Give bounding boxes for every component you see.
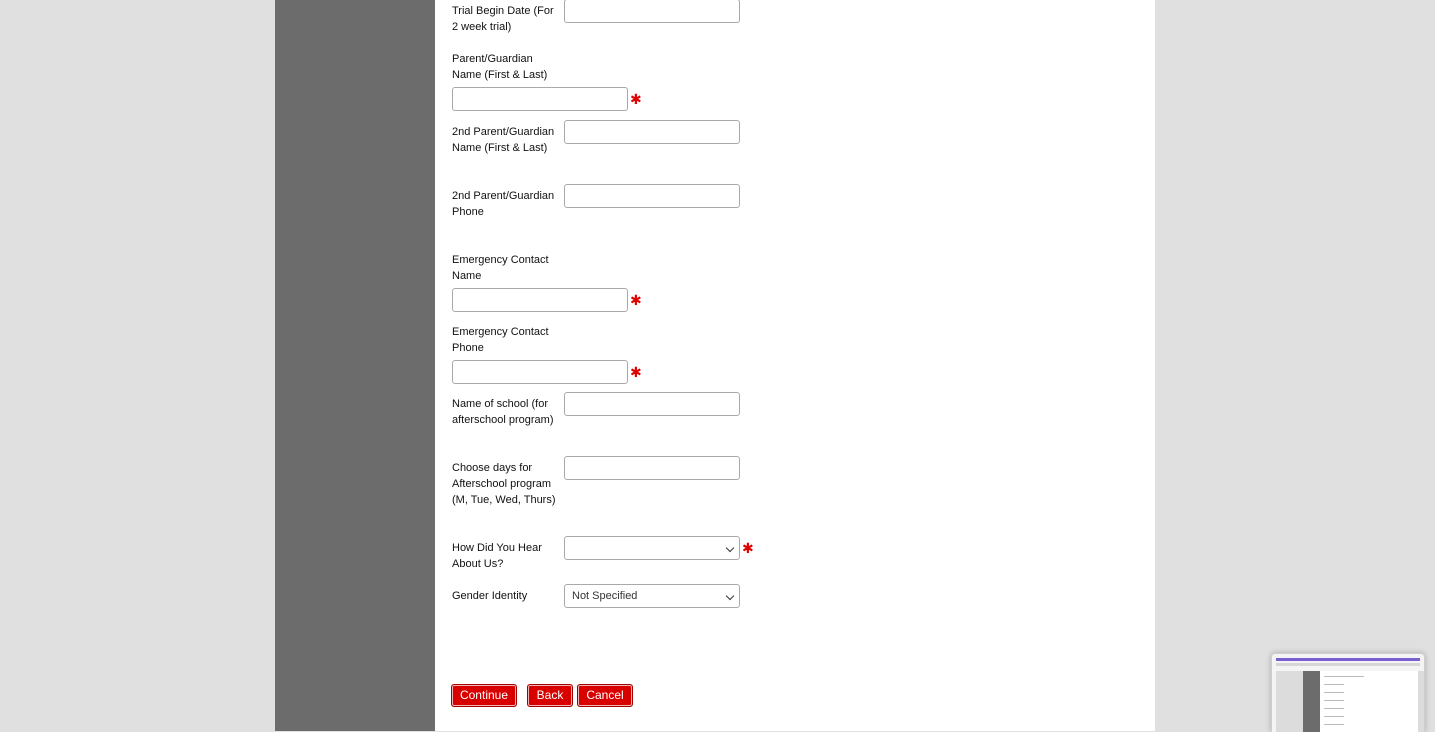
- back-button[interactable]: Back: [527, 684, 573, 707]
- emergency-contact-phone-label: Emergency Contact Phone: [452, 326, 549, 354]
- emergency-contact-phone-input[interactable]: [452, 360, 628, 384]
- trial-begin-date-input[interactable]: [564, 0, 740, 23]
- school-name-input[interactable]: [564, 392, 740, 416]
- required-icon: ✱: [630, 292, 642, 308]
- required-icon: ✱: [742, 540, 754, 556]
- second-parent-guardian-name-input[interactable]: [564, 120, 740, 144]
- afterschool-days-input[interactable]: [564, 456, 740, 480]
- continue-button[interactable]: Continue: [451, 684, 517, 707]
- required-icon: ✱: [630, 91, 642, 107]
- screenshot-thumbnail[interactable]: [1271, 653, 1425, 732]
- second-parent-guardian-phone-input[interactable]: [564, 184, 740, 208]
- how-did-you-hear-select[interactable]: [564, 536, 740, 560]
- chevron-down-icon: [726, 544, 734, 552]
- required-icon: ✱: [630, 364, 642, 380]
- emergency-contact-name-input[interactable]: [452, 288, 628, 312]
- afterschool-days-label: Choose days for Afterschool program (M, Tue, Wed, Thurs): [452, 462, 556, 506]
- second-parent-guardian-phone-label: 2nd Parent/Guardian Phone: [452, 190, 555, 218]
- emergency-contact-name-label: Emergency Contact Name: [452, 254, 549, 282]
- second-parent-guardian-name-label: 2nd Parent/Guardian Name (First & Last): [452, 126, 555, 154]
- chevron-down-icon: [726, 592, 734, 600]
- gender-identity-select[interactable]: [564, 584, 740, 608]
- gender-identity-label: Gender Identity: [452, 590, 528, 602]
- trial-begin-date-label: Trial Begin Date (For 2 week trial): [452, 5, 554, 33]
- how-did-you-hear-label: How Did You Hear About Us?: [452, 542, 542, 570]
- school-name-label: Name of school (for afterschool program): [452, 398, 554, 426]
- left-sidebar: [275, 0, 435, 731]
- parent-guardian-name-input[interactable]: [452, 87, 628, 111]
- cancel-button[interactable]: Cancel: [577, 684, 633, 707]
- parent-guardian-name-label: Parent/Guardian Name (First & Last): [452, 53, 548, 81]
- gender-identity-value: Not Specified: [572, 590, 638, 602]
